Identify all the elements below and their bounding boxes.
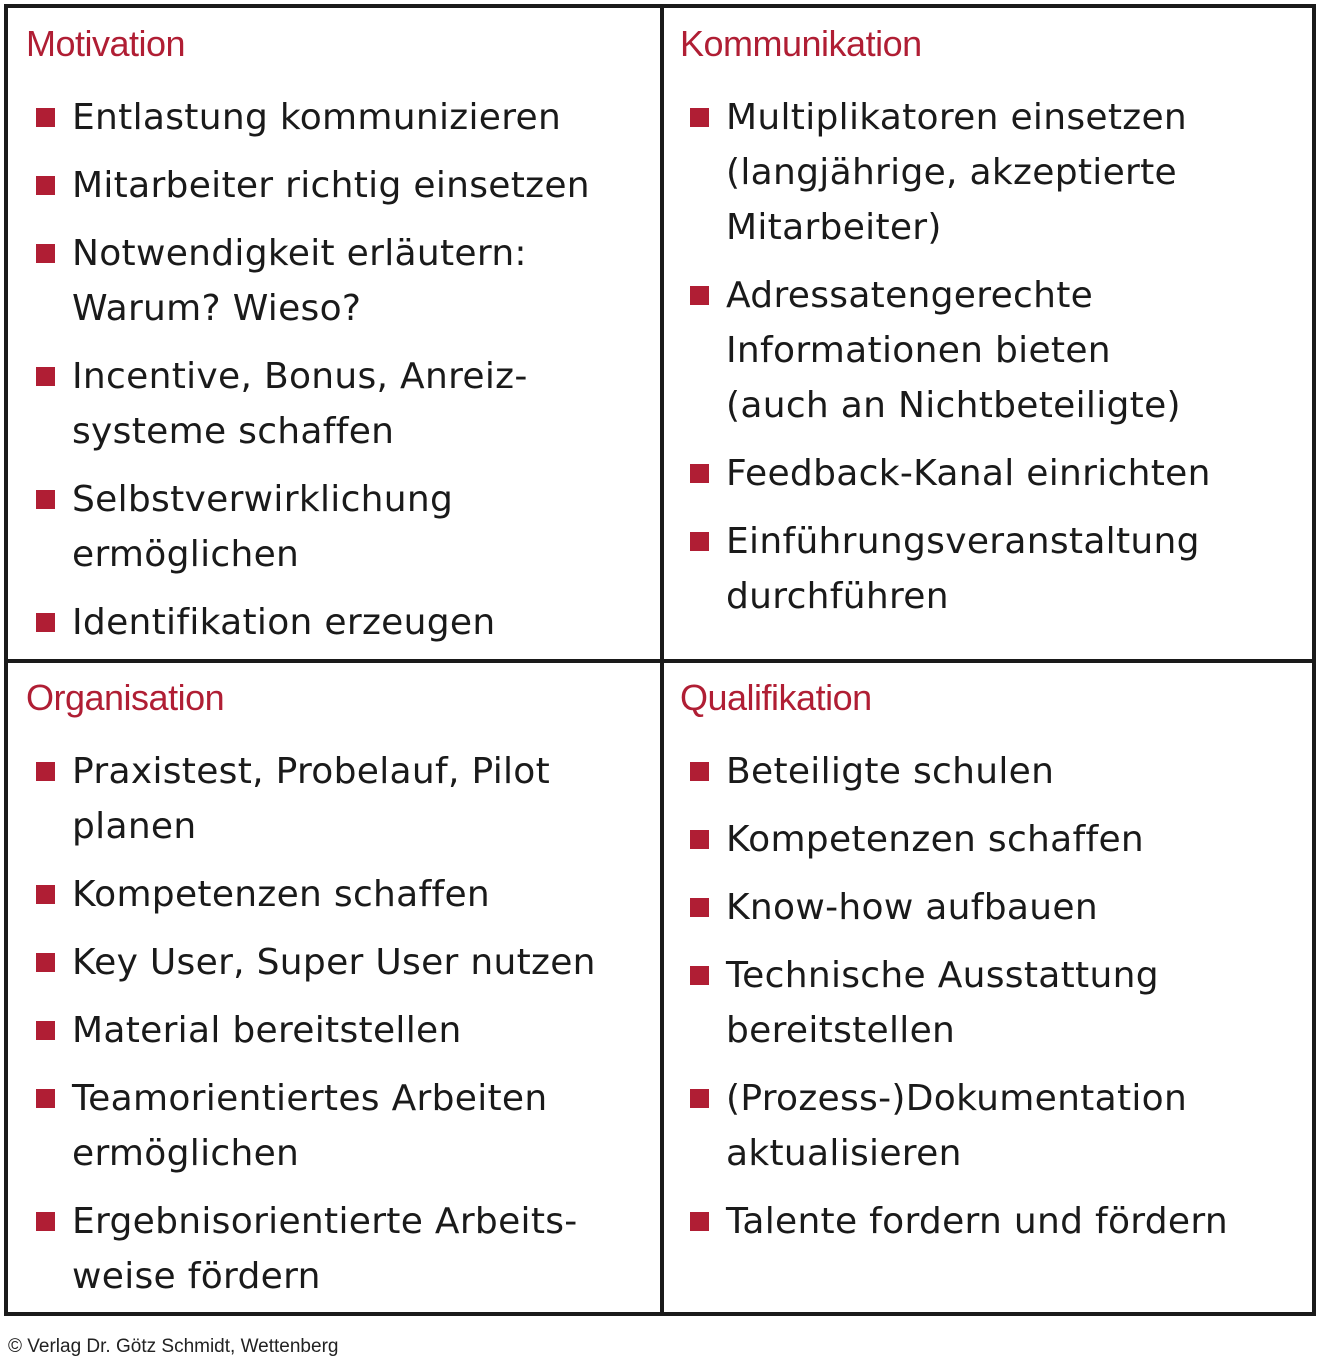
quadrant-qualifikation: [680, 678, 1228, 1262]
list-item-text: Kompetenzen schaffen: [726, 819, 1145, 860]
list-item-text: Notwendigkeit erläutern:: [72, 233, 527, 274]
list-item: [680, 948, 1228, 1058]
list-item-text: (langjährige, akzeptierte: [726, 152, 1177, 193]
list-item: [680, 1194, 1228, 1249]
square-bullet-icon: [690, 966, 709, 985]
quadrant-kommunikation: [680, 24, 1211, 637]
list-item-text: ermöglichen: [72, 534, 300, 575]
list-item-text: durchführen: [726, 576, 949, 617]
list-item: [680, 446, 1211, 501]
list-item-text: Einführungsveranstaltung: [726, 521, 1200, 562]
list-item-text: Know-how aufbauen: [726, 887, 1098, 928]
list-item: [26, 1071, 596, 1181]
square-bullet-icon: [690, 108, 709, 127]
list-item-text: Ergebnisorientierte Arbeits-: [72, 1201, 578, 1242]
quadrant-motivation: [26, 24, 590, 663]
list-item-text: Informationen bieten: [726, 330, 1111, 371]
list-item-text: weise fördern: [72, 1256, 321, 1297]
list-item: [26, 744, 596, 854]
list-item-text: Technische Ausstattung: [726, 955, 1159, 996]
list-item-text: Mitarbeiter richtig einsetzen: [72, 165, 590, 206]
list-item: [26, 226, 590, 336]
square-bullet-icon: [36, 490, 55, 509]
list-item-text: Feedback-Kanal einrichten: [726, 453, 1211, 494]
square-bullet-icon: [36, 762, 55, 781]
square-bullet-icon: [690, 532, 709, 551]
list-item-text: Kompetenzen schaffen: [72, 874, 491, 915]
list-item: [26, 935, 596, 990]
list-item-text: Identifikation erzeugen: [72, 602, 496, 643]
list-item-text: (Prozess-)Dokumentation: [726, 1078, 1188, 1119]
list-item-text: bereitstellen: [726, 1010, 956, 1051]
list-item: [680, 514, 1211, 624]
list-item-text: Talente fordern und fördern: [726, 1201, 1228, 1242]
list-item-text: planen: [72, 806, 197, 847]
list-item-text: aktualisieren: [726, 1133, 962, 1174]
square-bullet-icon: [36, 1089, 55, 1108]
quadrant-title: Motivation: [26, 23, 186, 64]
square-bullet-icon: [690, 1089, 709, 1108]
list-item-text: systeme schaffen: [72, 411, 395, 452]
list-item: [26, 349, 590, 459]
square-bullet-icon: [36, 1212, 55, 1231]
list-item-text: ermöglichen: [72, 1133, 300, 1174]
list-item: [680, 812, 1228, 867]
quadrant-title: Qualifikation: [680, 677, 872, 718]
square-bullet-icon: [690, 898, 709, 917]
list-item-text: Multiplikatoren einsetzen: [726, 97, 1188, 138]
square-bullet-icon: [36, 244, 55, 263]
list-item-text: Adressatengerechte: [726, 275, 1094, 316]
list-item: [680, 90, 1211, 255]
list-item-text: Mitarbeiter): [726, 207, 942, 248]
list-item: [26, 90, 590, 145]
square-bullet-icon: [36, 1021, 55, 1040]
list-item-text: Material bereitstellen: [72, 1010, 462, 1051]
square-bullet-icon: [36, 367, 55, 386]
square-bullet-icon: [36, 885, 55, 904]
list-item: [26, 867, 596, 922]
square-bullet-icon: [690, 762, 709, 781]
list-item: [26, 158, 590, 213]
list-item: [680, 880, 1228, 935]
list-item: [26, 472, 590, 582]
list-item-text: (auch an Nichtbeteiligte): [726, 385, 1181, 426]
list-item-text: Key User, Super User nutzen: [72, 942, 596, 983]
quadrant-title: Kommunikation: [680, 23, 922, 64]
copyright-footer: © Verlag Dr. Götz Schmidt, Wettenberg: [8, 1336, 339, 1357]
list-item-text: Entlastung kommunizieren: [72, 97, 562, 138]
square-bullet-icon: [36, 176, 55, 195]
list-item: [26, 595, 590, 650]
quadrant-organisation: [26, 678, 596, 1317]
list-item: [680, 744, 1228, 799]
list-item-text: Warum? Wieso?: [72, 288, 362, 329]
square-bullet-icon: [36, 108, 55, 127]
square-bullet-icon: [36, 953, 55, 972]
list-item: [680, 1071, 1228, 1181]
list-item-text: Beteiligte schulen: [726, 751, 1055, 792]
square-bullet-icon: [690, 464, 709, 483]
square-bullet-icon: [690, 286, 709, 305]
square-bullet-icon: [36, 613, 55, 632]
list-item-text: Incentive, Bonus, Anreiz-: [72, 356, 528, 397]
list-item: [26, 1194, 596, 1304]
square-bullet-icon: [690, 830, 709, 849]
quadrant-title: Organisation: [26, 677, 225, 718]
list-item: [26, 1003, 596, 1058]
list-item-text: Selbstverwirklichung: [72, 479, 454, 520]
list-item-text: Teamorientiertes Arbeiten: [72, 1078, 548, 1119]
square-bullet-icon: [690, 1212, 709, 1231]
list-item: [680, 268, 1211, 433]
list-item-text: Praxistest, Probelauf, Pilot: [72, 751, 551, 792]
